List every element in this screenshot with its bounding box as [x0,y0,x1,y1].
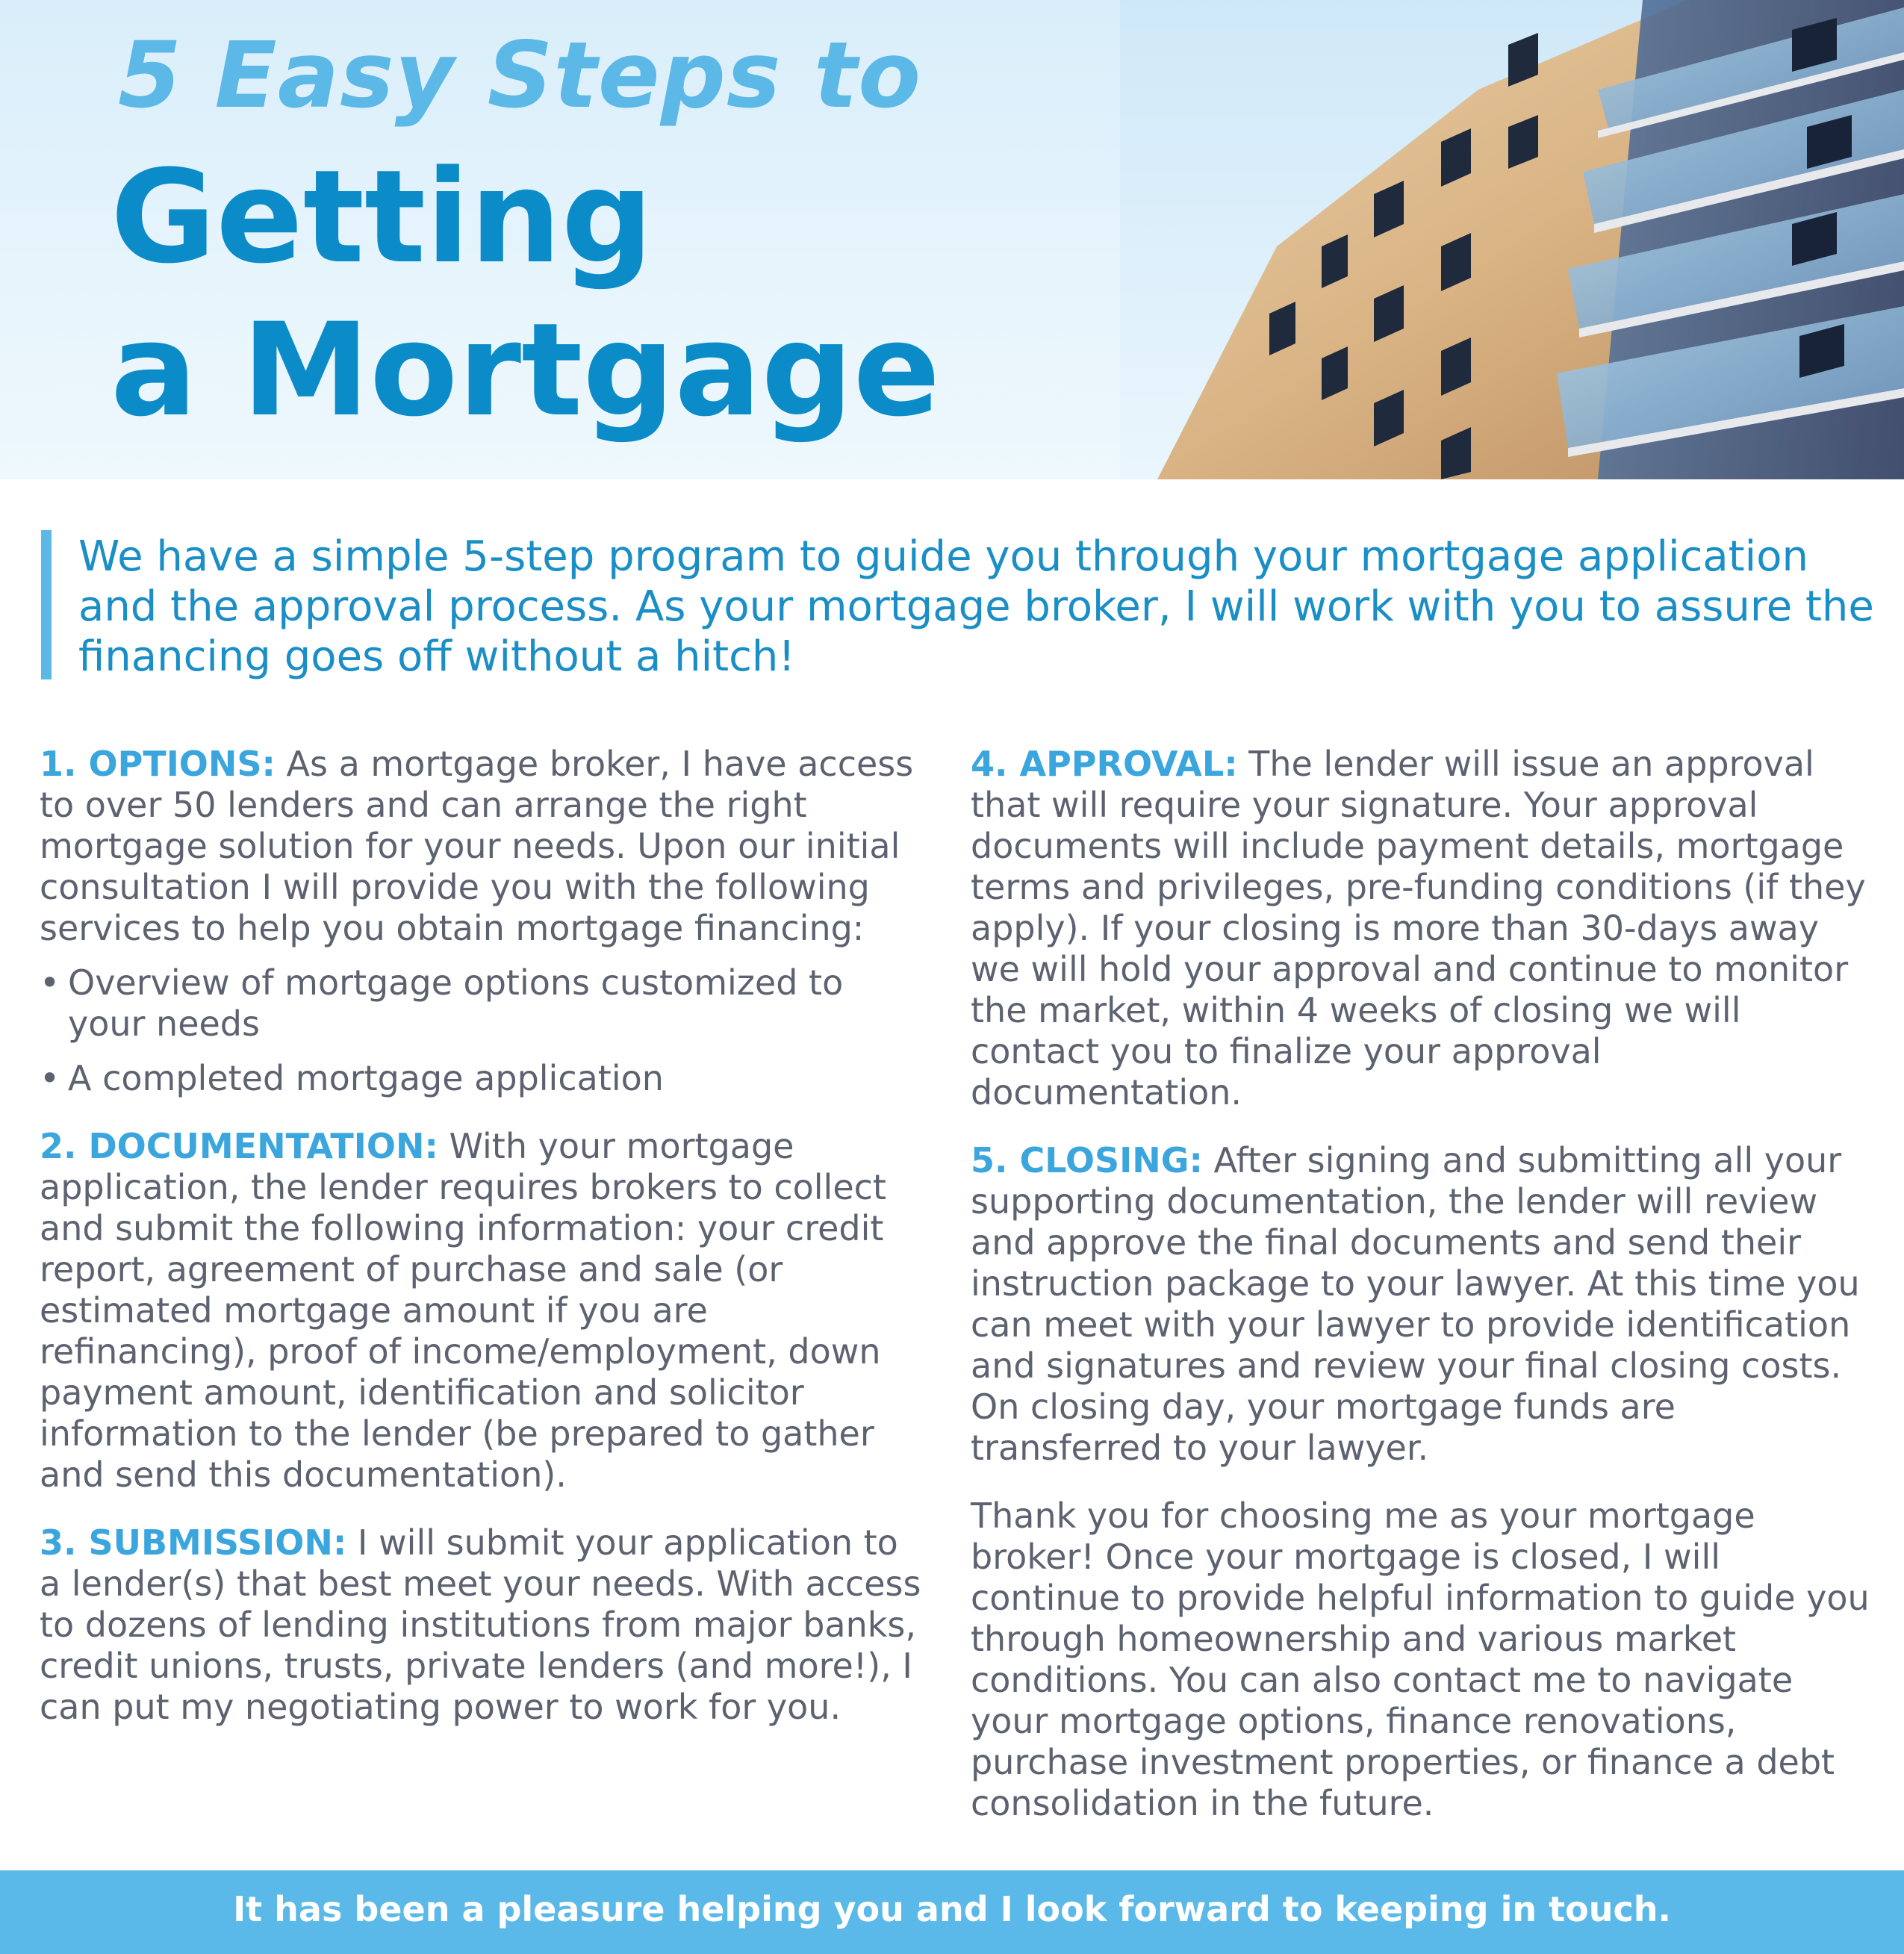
title-script: 5 Easy Steps to [118,22,922,128]
step-options [40,744,924,949]
list-item [40,962,924,1045]
bullet-text: Overview of mortgage options customized to your needs [68,962,844,1044]
step-submission-text: I will submit your application to a lender(s) that best meet your needs. With access to dozens of lending institutions from major banks, credit unions, trusts, private lenders (and more!), I can put my negotiating power to work for you. [40,1522,921,1727]
thank-you-paragraph: Thank you for choosing me as your mortgage broker! Once your mortgage is closed, I will continue to provide helpful information to guide you through homeownership and various market conditions. You can also contact me to navigate your mortgage options, finance renovations, purchase investment properties, or finance a debt consolidation in the future. [971,1496,1870,1823]
title-line-1: Getting [111,142,653,292]
step-closing-label: 5. CLOSING: [971,1140,1203,1180]
bullet-icon: • [40,962,60,1003]
step-submission-label: 3. SUBMISSION: [40,1522,347,1563]
intro-accent-bar [41,530,52,679]
right-column [971,744,1874,1851]
building-photo [1120,0,1904,479]
step-approval-label: 4. APPROVAL: [971,744,1238,784]
list-item [40,1058,924,1099]
step-closing [971,1140,1874,1469]
step-closing-text: After signing and submitting all your supporting documentation, the lender will review and approve the final documents and send their instruction package to your lawyer. At this time you can meet with your lawyer to provide identification and signatures and review your final closing costs. On closing day, your mortgage funds are transferred to your lawyer. [971,1140,1860,1468]
footer-message: It has been a pleasure helping you and I look forward to keeping in touch. [233,1889,1671,1929]
bullet-text: A completed mortgage application [68,1058,664,1098]
options-bullet-list [40,962,924,1099]
left-column [40,744,924,1755]
step-options-label: 1. OPTIONS: [40,744,276,784]
step-documentation [40,1126,924,1496]
step-options-text: As a mortgage broker, I have access to over 50 lenders and can arrange the right mortgage solution for your needs. Upon our initial consultation I will provide you with the following services to help you obtain mortgage financing: [40,744,914,948]
step-documentation-text: With your mortgage application, the lender requires brokers to collect and submit the following information: your credit report, agreement of purchase and sale (or estimated mortgage amount if you are refinancing), proof of income/employment, down payment amount, identification and solicitor information to the lender (be prepared to gather and send this documentation). [40,1126,886,1495]
step-approval [971,744,1874,1113]
title-line-2: a Mortgage [111,295,941,445]
step-submission [40,1522,924,1728]
intro-paragraph: We have a simple 5-step program to guide you through your mortgage application and the approval process. As your mortgage broker, I will work with you to assure the financing goes off without a hitch! [78,532,1874,681]
step-approval-text: The lender will issue an approval that will require your signature. Your approval documents will include payment details, mortgage terms and privileges, pre-funding conditions (if they apply). If your closing is more than 30-days away we will hold your approval and continue to monitor the market, within 4 weeks of closing we will contact you to finalize your approval documentation. [971,744,1866,1113]
step-documentation-label: 2. DOCUMENTATION: [40,1126,438,1166]
bullet-icon: • [40,1058,60,1098]
